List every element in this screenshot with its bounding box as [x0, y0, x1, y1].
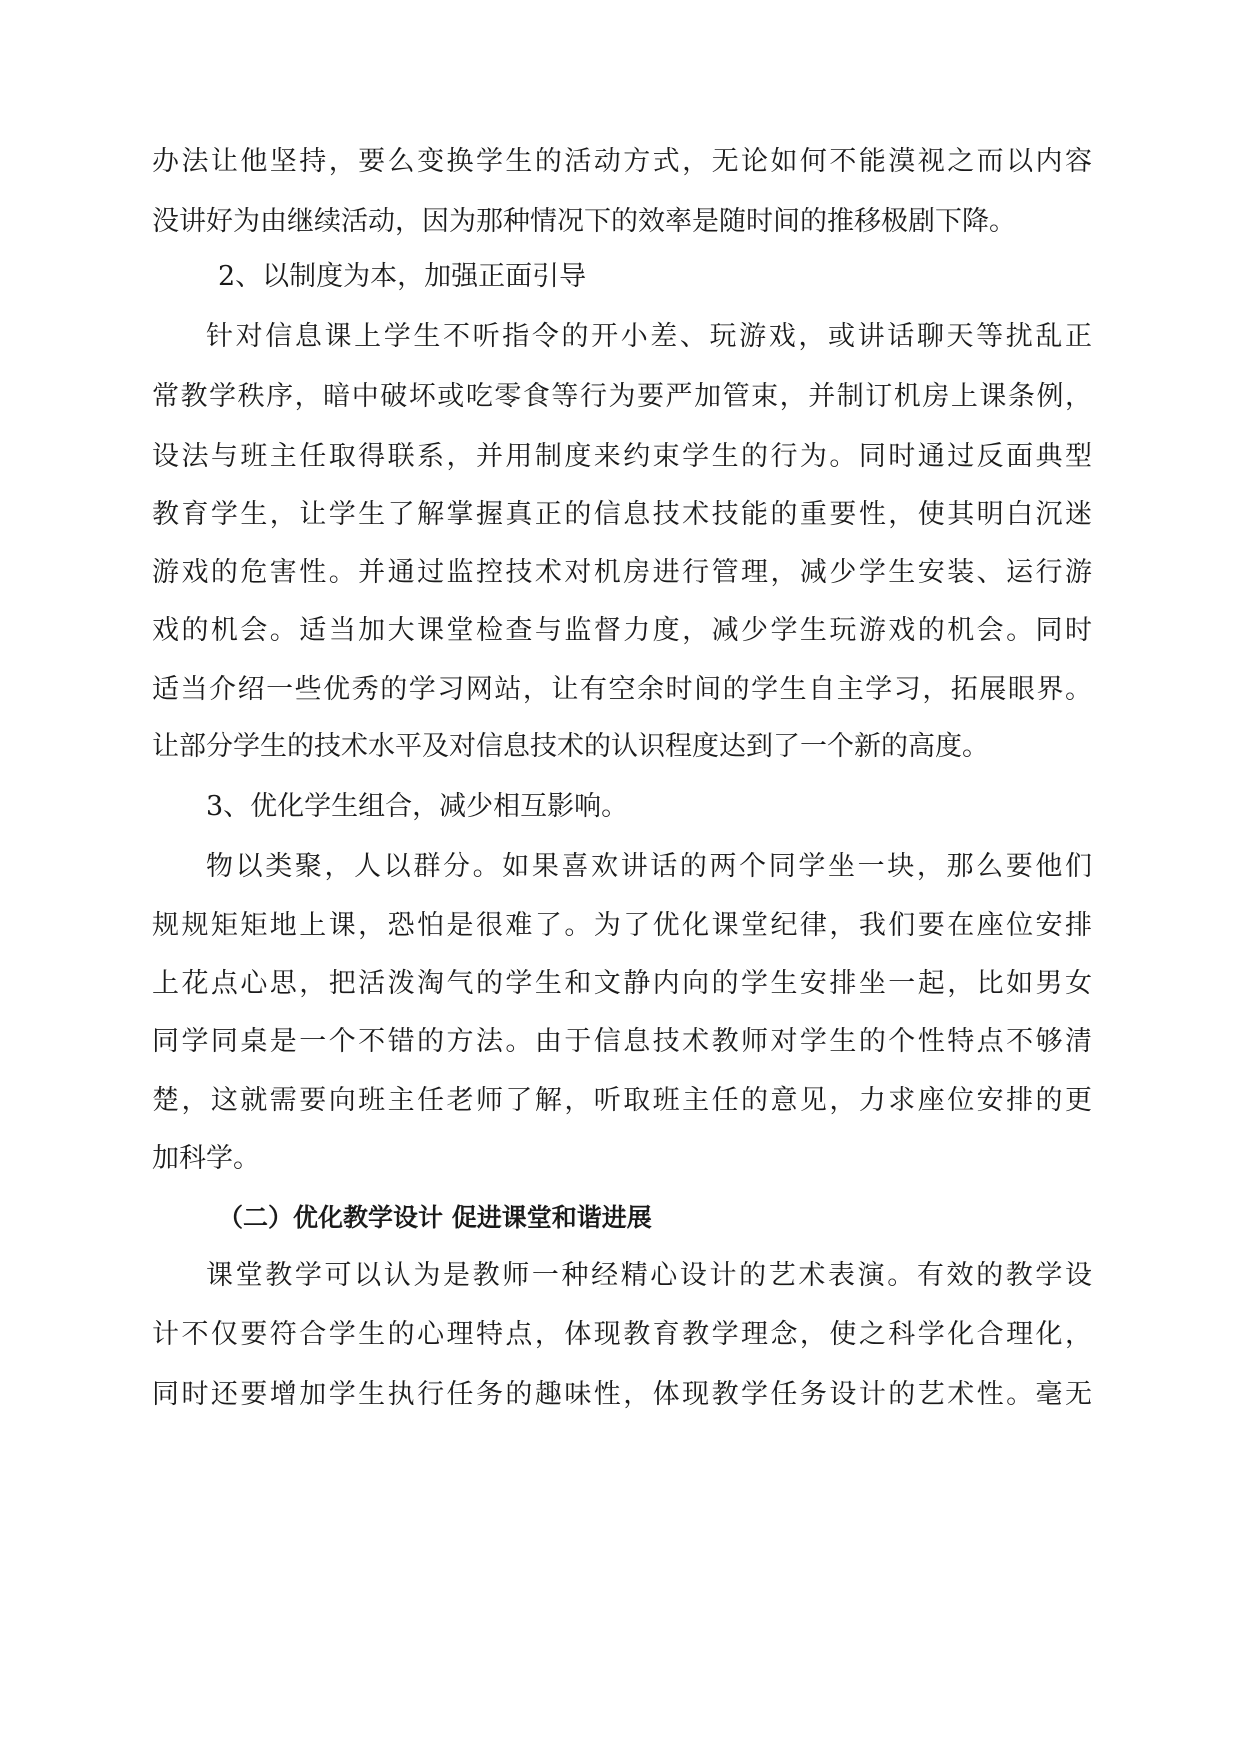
body-text-line: 计不仅要符合学生的心理特点，体现教育教学理念，使之科学化合理化， — [152, 1319, 1092, 1350]
body-text-line: 办法让他坚持，要么变换学生的活动方式，无论如何不能漠视之而以内容 — [152, 146, 1092, 177]
body-text-line: 没讲好为由继续活动，因为那种情况下的效率是随时间的推移极剧下降。 — [152, 206, 1016, 237]
body-text-line: 同学同桌是一个不错的方法。由于信息技术教师对学生的个性特点不够清 — [152, 1026, 1092, 1057]
body-text-line: 物以类聚，人以群分。如果喜欢讲话的两个同学坐一块，那么要他们 — [206, 851, 1092, 882]
body-text-line: 让部分学生的技术水平及对信息技术的认识程度达到了一个新的高度。 — [152, 731, 989, 762]
body-text-line: 设法与班主任取得联系，并用制度来约束学生的行为。同时通过反面典型 — [152, 441, 1092, 472]
body-text-line: 楚，这就需要向班主任老师了解，听取班主任的意见，力求座位安排的更 — [152, 1085, 1092, 1116]
body-text-line: 戏的机会。适当加大课堂检查与监督力度，减少学生玩游戏的机会。同时 — [152, 615, 1092, 646]
body-text-line: 游戏的危害性。并通过监控技术对机房进行管理，减少学生安装、运行游 — [152, 557, 1092, 588]
body-text-line: 适当介绍一些优秀的学习网站，让有空余时间的学生自主学习，拓展眼界。 — [152, 674, 1092, 705]
body-text-line: 加科学。 — [152, 1143, 260, 1174]
section-heading-2: 2、以制度为本，加强正面引导 — [218, 261, 587, 292]
body-text-line: 同时还要增加学生执行任务的趣味性，体现教学任务设计的艺术性。毫无 — [152, 1379, 1092, 1410]
subsection-heading: （二）优化教学设计 促进课堂和谐进展 — [218, 1203, 652, 1232]
body-text-line: 常教学秩序，暗中破坏或吃零食等行为要严加管束，并制订机房上课条例， — [152, 381, 1092, 412]
body-text-line: 教育学生，让学生了解掌握真正的信息技术技能的重要性，使其明白沉迷 — [152, 499, 1092, 530]
body-text-line: 针对信息课上学生不听指令的开小差、玩游戏，或讲话聊天等扰乱正 — [206, 321, 1092, 352]
body-text-line: 上花点心思，把活泼淘气的学生和文静内向的学生安排坐一起，比如男女 — [152, 968, 1092, 999]
body-text-line: 课堂教学可以认为是教师一种经精心设计的艺术表演。有效的教学设 — [206, 1260, 1092, 1291]
section-heading-3: 3、优化学生组合，减少相互影响。 — [206, 791, 629, 822]
body-text-line: 规规矩矩地上课，恐怕是很难了。为了优化课堂纪律，我们要在座位安排 — [152, 910, 1092, 941]
